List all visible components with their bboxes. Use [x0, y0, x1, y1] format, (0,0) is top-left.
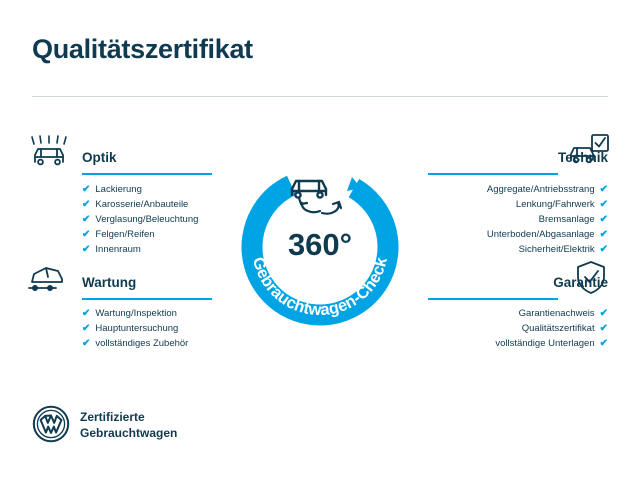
list-item	[378, 227, 608, 242]
list-item	[82, 336, 242, 351]
list-item-label: Wartung/Inspektion	[95, 308, 177, 319]
check-icon: ✔	[82, 183, 91, 195]
check-icon: ✔	[599, 228, 608, 240]
badge-arc-label: Gebrauchtwagen-Check	[248, 255, 391, 320]
section-heading-optik: Optik	[82, 150, 117, 165]
list-item-label: Innenraum	[95, 244, 141, 255]
footer-line-2: Gebrauchtwagen	[80, 426, 178, 441]
list-wartung	[82, 306, 242, 351]
list-item	[378, 182, 608, 197]
check-icon: ✔	[599, 213, 608, 225]
footer-line-1: Zertifizierte	[80, 410, 145, 424]
list-item	[378, 242, 608, 257]
list-item	[82, 227, 232, 242]
list-item	[378, 212, 608, 227]
check-icon: ✔	[599, 198, 608, 210]
check-icon: ✔	[82, 213, 91, 225]
check-icon: ✔	[82, 198, 91, 210]
check-icon: ✔	[599, 243, 608, 255]
section-rule-wartung	[82, 298, 212, 300]
list-item	[82, 182, 232, 197]
list-item-label: Aggregate/Antriebsstrang	[486, 184, 595, 195]
section-rule-garantie	[428, 298, 558, 300]
title-divider	[32, 96, 608, 97]
list-item	[378, 306, 608, 321]
check-icon: ✔	[82, 307, 91, 319]
list-item-label: Karosserie/Anbauteile	[95, 199, 189, 210]
list-garantie	[378, 306, 608, 351]
check-icon: ✔	[599, 183, 608, 195]
list-item	[82, 306, 242, 321]
list-item-label: Felgen/Reifen	[95, 229, 155, 240]
section-heading-technik: Technik	[557, 150, 608, 165]
section-heading-garantie: Garantie	[553, 275, 608, 290]
360-check-badge	[228, 155, 412, 339]
car-lift-icon	[26, 258, 72, 303]
badge-value: 360°	[287, 227, 353, 262]
list-item	[82, 242, 232, 257]
list-item-label: Bremsanlage	[538, 214, 595, 225]
volkswagen-logo	[32, 405, 70, 448]
section-rule-technik	[428, 173, 558, 175]
car-wash-icon	[28, 132, 72, 177]
list-item-label: vollständiges Zubehör	[95, 338, 189, 349]
list-item-label: Verglasung/Beleuchtung	[95, 214, 199, 225]
list-optik	[82, 182, 232, 257]
list-item-label: Qualitätszertifikat	[521, 323, 595, 334]
check-icon: ✔	[82, 228, 91, 240]
page-title: Qualitätszertifikat	[32, 34, 253, 64]
check-icon: ✔	[82, 337, 91, 349]
list-item-label: Lenkung/Fahrwerk	[515, 199, 595, 210]
list-item-label: Sicherheit/Elektrik	[518, 244, 595, 255]
check-icon: ✔	[599, 322, 608, 334]
section-heading-wartung: Wartung	[82, 275, 137, 290]
list-item-label: Unterboden/Abgasanlage	[486, 229, 595, 240]
list-item	[378, 197, 608, 212]
list-item-label: Hauptuntersuchung	[95, 323, 179, 334]
list-item	[82, 197, 232, 212]
check-icon: ✔	[599, 337, 608, 349]
list-item-label: Garantienachweis	[518, 308, 595, 319]
check-icon: ✔	[82, 243, 91, 255]
list-item-label: Lackierung	[95, 184, 142, 195]
list-item	[378, 321, 608, 336]
list-item	[82, 212, 232, 227]
check-icon: ✔	[599, 307, 608, 319]
list-item	[82, 321, 242, 336]
list-technik	[378, 182, 608, 257]
section-rule-optik	[82, 173, 212, 175]
list-item	[378, 336, 608, 351]
list-item-label: vollständige Unterlagen	[495, 338, 595, 349]
footer-text	[80, 409, 177, 441]
check-icon: ✔	[82, 322, 91, 334]
